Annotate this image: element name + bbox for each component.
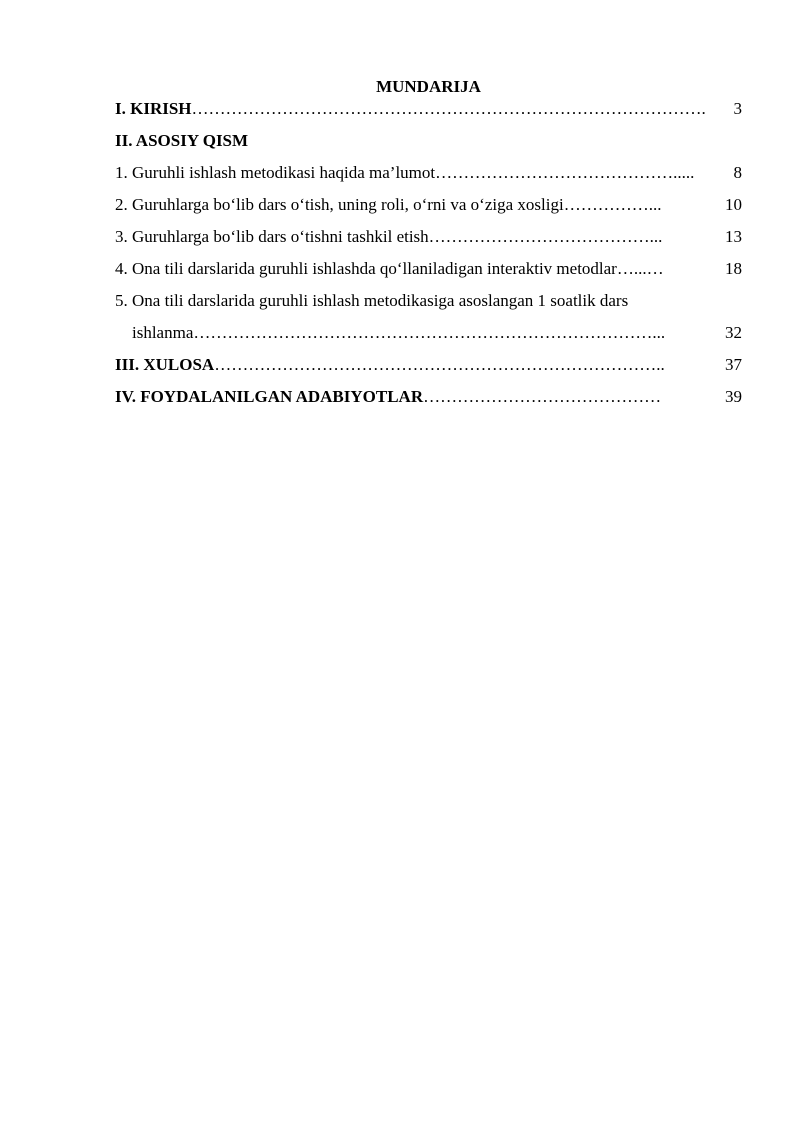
toc-leader-dots: ……………... [563,195,662,214]
toc-page-number: 39 [725,387,742,406]
toc-leader-dots: ………………………………………………………………………………. [191,99,706,118]
toc-entry-kirish [115,98,742,120]
toc-entry-1 [115,162,742,184]
table-of-contents [115,76,742,408]
toc-leader-dots: …………………………………………………………………….. [214,355,665,374]
toc-leader-dots: …...… [616,259,664,278]
toc-page-number: 3 [733,99,742,118]
toc-entry-label: 1. Guruhli ishlash metodikasi haqida ma’lumot [115,163,436,182]
toc-entry-adabiyotlar [115,386,742,408]
toc-entry-xulosa [115,354,742,376]
toc-entry-label: IV. FOYDALANILGAN ADABIYOTLAR [115,387,424,406]
toc-page-number: 8 [733,163,742,182]
toc-page-number: 10 [725,195,742,214]
toc-page-number: 37 [725,355,742,374]
toc-entry-label: 3. Guruhlarga bo‘lib dars o‘tishni tashkil etish [115,227,429,246]
toc-leader-dots: …………………………………… [423,387,662,406]
toc-page-number: 32 [725,323,742,342]
toc-entry-label: III. XULOSA [115,355,215,374]
toc-entry-label: 4. Ona tili darslarida guruhli ishlashda qo‘llaniladigan interaktiv metodlar [115,259,617,278]
toc-entry-4 [115,258,742,280]
toc-leader-dots: ………………………………………………………………………... [193,323,666,342]
toc-entry-5-line2 [115,322,742,344]
toc-page-number: 18 [725,259,742,278]
toc-page-number: 13 [725,227,742,246]
toc-section-heading: II. ASOSIY QISM [115,131,249,150]
toc-entry-label: ishlanma [132,323,194,342]
toc-leader-dots: …………………………………... [428,227,663,246]
toc-entry-label: I. KIRISH [115,99,192,118]
toc-entry-label: 2. Guruhlarga bo‘lib dars o‘tish, uning roli, o‘rni va o‘ziga xosligi [115,195,564,214]
toc-title: MUNDARIJA [376,77,481,96]
toc-entry-5-line1: 5. Ona tili darslarida guruhli ishlash metodikasiga asoslangan 1 soatlik dars [115,291,629,310]
toc-entry-2 [115,194,742,216]
toc-leader-dots: ……………………………………..... [435,163,695,182]
toc-entry-3 [115,226,742,248]
